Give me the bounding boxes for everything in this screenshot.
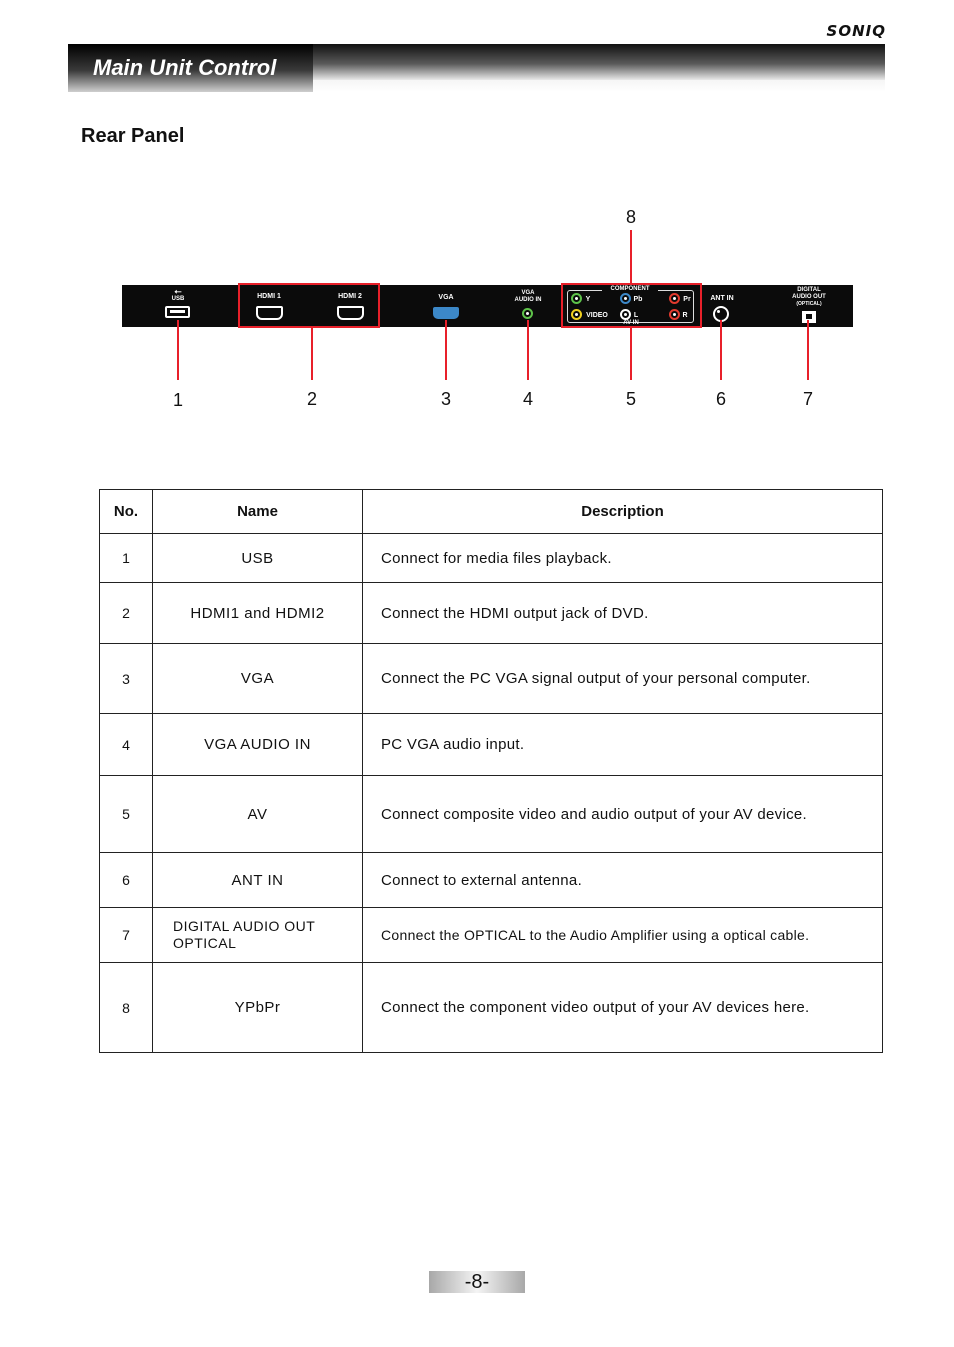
callout-number-1: 1 bbox=[172, 390, 183, 410]
row-name: VGA bbox=[153, 644, 363, 714]
callout-number-2: 2 bbox=[306, 389, 317, 409]
callout-line-7 bbox=[807, 320, 809, 380]
vga-audio-label-line1: VGA bbox=[521, 290, 535, 296]
digital-label-line1: DIGITAL bbox=[797, 287, 821, 293]
row-description: Connect the component video output of your AV devices here. bbox=[363, 963, 883, 1053]
table-row bbox=[100, 644, 883, 714]
callout-number-8: 8 bbox=[625, 207, 636, 227]
row-name-line1: DIGITAL AUDIO OUT bbox=[173, 918, 316, 934]
table-row bbox=[100, 583, 883, 644]
callout-line-6 bbox=[720, 320, 722, 380]
header-bar bbox=[68, 44, 885, 92]
av-in-label: AV IN bbox=[623, 320, 639, 326]
hdmi-highlight-box bbox=[238, 283, 380, 328]
row-name: USB bbox=[153, 534, 363, 583]
callout-number-5: 5 bbox=[625, 389, 636, 409]
row-name: ANT IN bbox=[153, 853, 363, 908]
component-highlight-box bbox=[561, 283, 702, 328]
optical-port-icon bbox=[802, 311, 816, 323]
row-description: PC VGA audio input. bbox=[363, 714, 883, 776]
r-jack-label: R bbox=[682, 312, 688, 319]
section-title: Rear Panel bbox=[81, 125, 185, 147]
callout-number-6: 6 bbox=[715, 389, 726, 409]
row-no: 2 bbox=[100, 583, 153, 644]
header-tab bbox=[68, 44, 313, 92]
callout-line-2 bbox=[311, 328, 313, 380]
table-row bbox=[100, 714, 883, 776]
table-row bbox=[100, 534, 883, 583]
rear-panel-diagram bbox=[122, 285, 853, 327]
page-number: -8- bbox=[429, 1271, 525, 1293]
vga-port-label: VGA bbox=[438, 294, 454, 301]
callout-line-8 bbox=[630, 230, 632, 283]
usb-symbol-icon: ⭠ bbox=[174, 286, 182, 296]
row-no: 7 bbox=[100, 908, 153, 963]
row-description: Connect the PC VGA signal output of your personal computer. bbox=[363, 644, 883, 714]
callout-number-4: 4 bbox=[522, 389, 533, 409]
row-no: 3 bbox=[100, 644, 153, 714]
callout-number-3: 3 bbox=[440, 389, 451, 409]
ant-in-label: ANT IN bbox=[710, 295, 734, 302]
component-label: COMPONENT bbox=[602, 286, 658, 293]
callout-line-4 bbox=[527, 320, 529, 380]
table-row bbox=[100, 908, 883, 963]
usb-port-label: USB bbox=[171, 296, 185, 302]
row-description: Connect for media files playback. bbox=[363, 534, 883, 583]
row-name: AV bbox=[153, 776, 363, 853]
digital-label-line3: (OPTICAL) bbox=[796, 301, 822, 307]
y-jack-label: Y bbox=[585, 296, 591, 303]
row-name bbox=[153, 908, 363, 963]
row-name: HDMI1 and HDMI2 bbox=[153, 583, 363, 644]
usb-port-icon bbox=[165, 306, 190, 318]
callout-line-3 bbox=[445, 320, 447, 380]
digital-label-line2: AUDIO OUT bbox=[792, 294, 826, 300]
header-no: No. bbox=[100, 490, 153, 534]
row-no: 6 bbox=[100, 853, 153, 908]
row-no: 1 bbox=[100, 534, 153, 583]
table-row bbox=[100, 853, 883, 908]
hdmi2-port-label: HDMI 2 bbox=[338, 293, 362, 300]
row-description: Connect the OPTICAL to the Audio Amplifier using a optical cable. bbox=[363, 908, 883, 963]
vga-audio-label-line2: AUDIO IN bbox=[514, 297, 542, 303]
table-row bbox=[100, 963, 883, 1053]
callout-number-7: 7 bbox=[802, 389, 813, 409]
header-name: Name bbox=[153, 490, 363, 534]
callout-line-5 bbox=[630, 328, 632, 380]
row-description: Connect to external antenna. bbox=[363, 853, 883, 908]
l-jack-label: L bbox=[633, 312, 639, 319]
header-description: Description bbox=[363, 490, 883, 534]
row-name: YPbPr bbox=[153, 963, 363, 1053]
pr-jack-label: Pr bbox=[683, 296, 691, 303]
row-name-line2: OPTICAL bbox=[173, 935, 237, 951]
row-no: 4 bbox=[100, 714, 153, 776]
hdmi1-port-label: HDMI 1 bbox=[257, 293, 281, 300]
callout-line-1 bbox=[177, 320, 179, 380]
vga-audio-jack-icon bbox=[522, 308, 533, 319]
brand-logo: SONIQ bbox=[826, 22, 886, 40]
table-row bbox=[100, 776, 883, 853]
connector-table bbox=[99, 489, 883, 1053]
header-bar-fill bbox=[313, 44, 885, 80]
table-header-row bbox=[100, 490, 883, 534]
row-name: VGA AUDIO IN bbox=[153, 714, 363, 776]
row-no: 8 bbox=[100, 963, 153, 1053]
vga-port-icon bbox=[433, 307, 459, 319]
row-no: 5 bbox=[100, 776, 153, 853]
video-jack-label: VIDEO bbox=[586, 312, 608, 319]
page-title: Main Unit Control bbox=[93, 55, 277, 80]
row-description: Connect composite video and audio output of your AV device. bbox=[363, 776, 883, 853]
row-description: Connect the HDMI output jack of DVD. bbox=[363, 583, 883, 644]
pb-jack-label: Pb bbox=[633, 296, 643, 303]
